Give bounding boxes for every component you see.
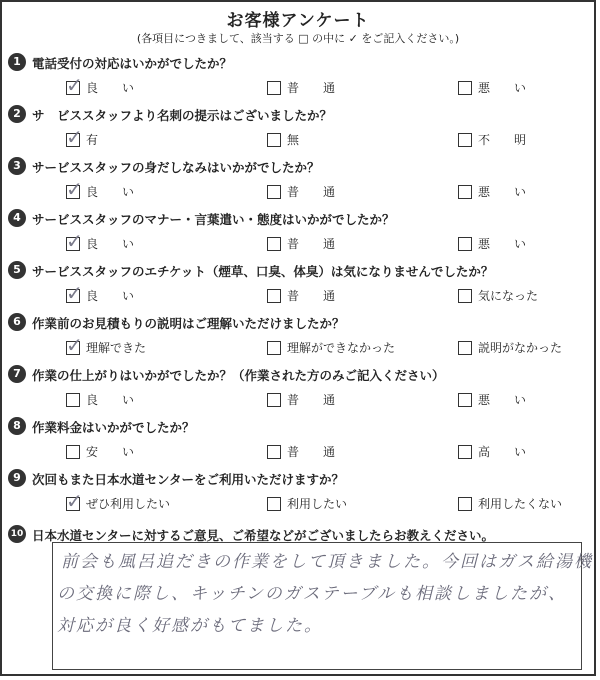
question-text: サ ビススタッフより名刺の提示はございましたか？ [32, 108, 333, 123]
option-label: 安 い [86, 445, 135, 459]
option-8-1[interactable] [66, 443, 134, 460]
option-label: 無 [287, 133, 300, 147]
checkbox[interactable] [458, 81, 472, 95]
option-8-3[interactable] [458, 443, 526, 460]
checkbox[interactable] [458, 445, 472, 459]
checkbox[interactable] [66, 81, 80, 95]
question-number: 8 [8, 417, 26, 435]
option-label: 普 通 [287, 185, 336, 199]
option-label: ぜひ利用したい [86, 497, 171, 511]
option-5-1[interactable] [66, 287, 134, 304]
option-5-3[interactable] [458, 287, 538, 304]
option-6-3[interactable] [458, 339, 562, 356]
comment-line-1: 前会も風呂追だきの作業をして頂きました。今回はガス給湯機 [61, 552, 593, 572]
question-3 [13, 158, 320, 176]
page-subtitle: (各項目につきまして、該当する □ の中に ✓ をご記入ください。) [136, 32, 460, 45]
option-label: 理解できた [86, 341, 147, 355]
option-label: 良 い [86, 393, 135, 407]
question-text: 次回もまた日本水道センターをご利用いただけますか？ [32, 472, 345, 487]
option-1-1[interactable] [66, 79, 134, 96]
question-number: 4 [8, 209, 26, 227]
checkbox[interactable] [267, 133, 281, 147]
question-text: 電話受付の対応はいかがでしたか？ [32, 56, 233, 71]
question-9 [13, 470, 345, 488]
option-7-1[interactable] [66, 391, 134, 408]
checkbox[interactable] [458, 185, 472, 199]
option-9-1[interactable] [66, 495, 170, 512]
option-label: 悪 い [478, 393, 527, 407]
question-text: サービススタッフの身だしなみはいかがでしたか？ [32, 160, 320, 175]
checkbox[interactable] [458, 237, 472, 251]
checkbox[interactable] [267, 185, 281, 199]
checkbox[interactable] [66, 341, 80, 355]
question-1 [13, 54, 233, 72]
option-3-1[interactable] [66, 183, 134, 200]
question-number: 1 [8, 53, 26, 71]
option-label: 悪 い [478, 185, 527, 199]
option-6-2[interactable] [267, 339, 395, 356]
checkbox[interactable] [458, 497, 472, 511]
option-label: 普 通 [287, 237, 336, 251]
checkbox[interactable] [66, 237, 80, 251]
option-4-2[interactable] [267, 235, 335, 252]
option-1-3[interactable] [458, 79, 526, 96]
option-label: 良 い [86, 185, 135, 199]
question-number: 3 [8, 157, 26, 175]
comment-box[interactable] [52, 542, 593, 670]
checkbox[interactable] [267, 289, 281, 303]
checkbox[interactable] [66, 289, 80, 303]
option-label: 利用したい [287, 497, 348, 511]
option-5-2[interactable] [267, 287, 335, 304]
question-number: 5 [8, 261, 26, 279]
option-3-3[interactable] [458, 183, 526, 200]
option-label: 理解ができなかった [287, 341, 396, 355]
checkbox[interactable] [66, 497, 80, 511]
option-label: 有 [86, 133, 99, 147]
checkbox[interactable] [458, 289, 472, 303]
option-label: 気になった [478, 289, 539, 303]
checkbox[interactable] [267, 497, 281, 511]
comment-line-3: 対応が良く好感がもてました。 [57, 616, 323, 636]
checkbox[interactable] [267, 81, 281, 95]
question-4 [13, 210, 395, 228]
question-text: 日本水道センターに対するご意見、ご希望などがございましたらお教えください。 [32, 528, 495, 543]
checkbox[interactable] [267, 393, 281, 407]
checkbox[interactable] [66, 133, 80, 147]
option-label: 良 い [86, 81, 135, 95]
question-text: 作業料金はいかがでしたか？ [32, 420, 195, 435]
option-9-3[interactable] [458, 495, 562, 512]
option-label: 悪 い [478, 81, 527, 95]
checkbox[interactable] [458, 133, 472, 147]
option-label: 説明がなかった [478, 341, 563, 355]
option-1-2[interactable] [267, 79, 335, 96]
option-label: 不 明 [478, 133, 527, 147]
checkbox[interactable] [267, 341, 281, 355]
checkbox[interactable] [267, 237, 281, 251]
checkbox[interactable] [458, 393, 472, 407]
option-label: 普 通 [287, 445, 336, 459]
question-5 [13, 262, 494, 280]
question-text: 作業の仕上がりはいかがでしたか？（作業された方のみご記入ください） [32, 368, 445, 383]
option-3-2[interactable] [267, 183, 335, 200]
option-label: 高 い [478, 445, 527, 459]
checkbox[interactable] [66, 445, 80, 459]
option-6-1[interactable] [66, 339, 146, 356]
option-label: 利用したくない [478, 497, 563, 511]
question-8 [13, 418, 195, 436]
option-label: 普 通 [287, 81, 336, 95]
question-7 [13, 366, 445, 384]
page-title: お客様アンケート [226, 11, 370, 31]
option-label: 普 通 [287, 289, 336, 303]
option-label: 良 い [86, 237, 135, 251]
option-7-3[interactable] [458, 391, 526, 408]
checkbox[interactable] [267, 445, 281, 459]
question-2 [13, 106, 333, 124]
option-7-2[interactable] [267, 391, 335, 408]
option-2-1[interactable] [66, 131, 98, 148]
option-9-2[interactable] [267, 495, 347, 512]
question-number: 7 [8, 365, 26, 383]
option-2-3[interactable] [458, 131, 526, 148]
question-6 [13, 314, 345, 332]
checkbox[interactable] [66, 393, 80, 407]
question-number: 10 [8, 525, 26, 543]
checkbox[interactable] [458, 341, 472, 355]
option-label: 普 通 [287, 393, 336, 407]
question-text: 作業前のお見積もりの説明はご理解いただけましたか？ [32, 316, 345, 331]
option-4-3[interactable] [458, 235, 526, 252]
option-label: 良 い [86, 289, 135, 303]
comment-line-2: の交換に際し、キッチンのガステーブルも相談しましたが、 [57, 584, 567, 604]
question-text: サービススタッフのマナー・言葉遣い・態度はいかがでしたか？ [32, 212, 395, 227]
option-2-2[interactable] [267, 131, 299, 148]
option-label: 悪 い [478, 237, 527, 251]
checkbox[interactable] [66, 185, 80, 199]
question-number: 2 [8, 105, 26, 123]
option-4-1[interactable] [66, 235, 134, 252]
question-number: 9 [8, 469, 26, 487]
option-8-2[interactable] [267, 443, 335, 460]
question-number: 6 [8, 313, 26, 331]
question-text: サービススタッフのエチケット（煙草、口臭、体臭）は気になりませんでしたか？ [32, 264, 494, 279]
